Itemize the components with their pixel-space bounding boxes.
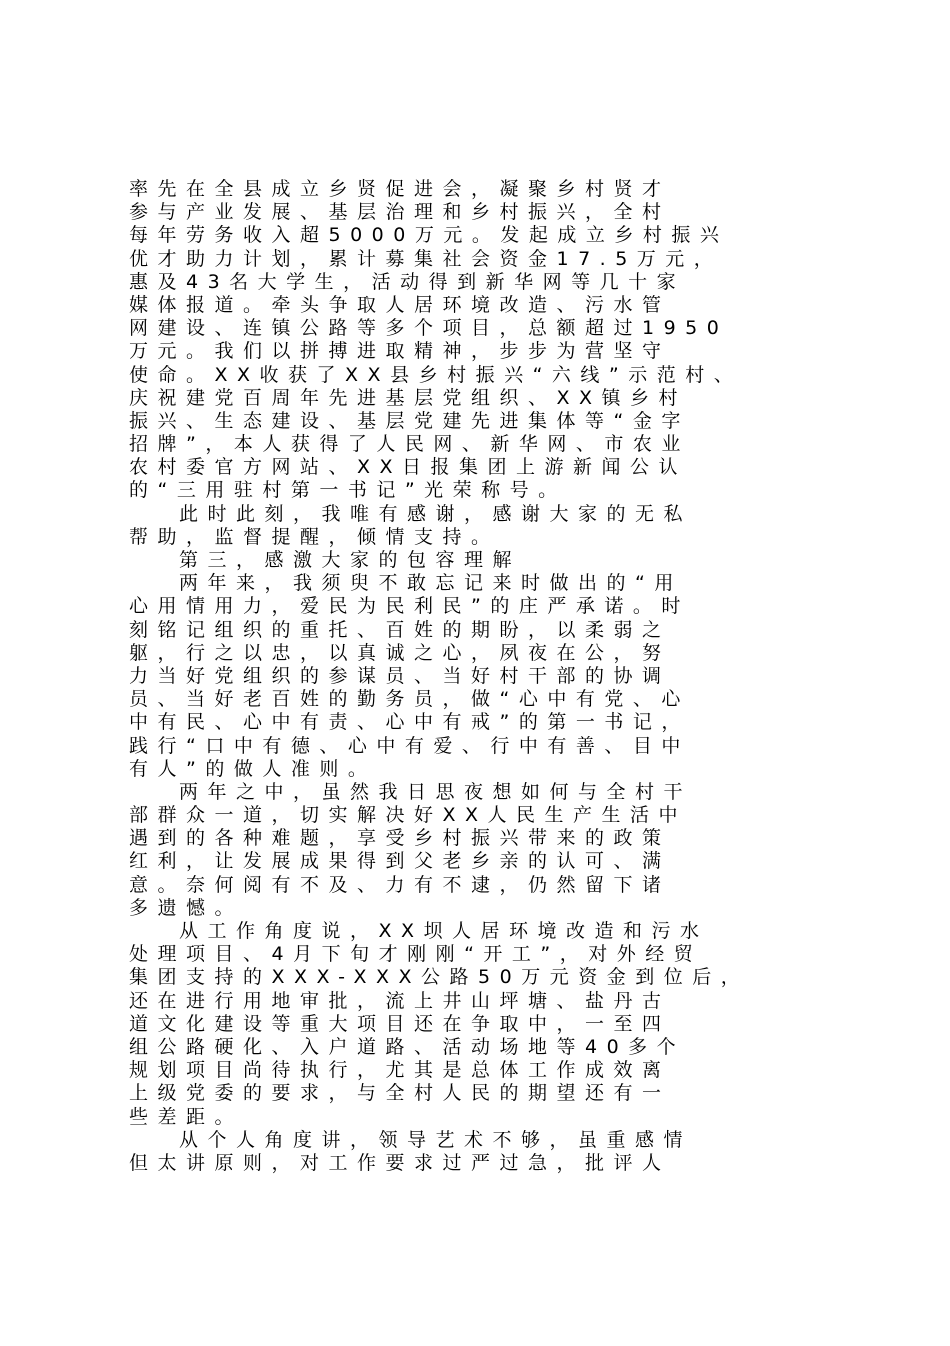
text-line: 此时此刻，我唯有感谢，感谢大家的无私 [179, 502, 693, 525]
text-line: 农村委官方网站、XX日报集团上游新闻公认 [129, 456, 688, 479]
text-line: 心用情用力，爱民为民利民”的庄严承诺。时 [129, 595, 690, 618]
text-line: 多遗憾。 [129, 896, 244, 919]
text-line: 万元。我们以拼搏进取精神，步步为营坚守 [129, 340, 671, 363]
text-line: 庆祝建党百周年先进基层党组织、XX镇乡村 [129, 386, 688, 409]
text-line: 帮助，监督提醒，倾情支持。 [129, 525, 500, 548]
text-line: 意。奈何阅有不及、力有不逮，仍然留下诸 [129, 873, 671, 896]
text-line: 两年之中，虽然我日思夜想如何与全村干 [179, 780, 693, 803]
text-line: 参与产业发展、基层治理和乡村振兴，全村 [129, 201, 671, 224]
text-line: 红利，让发展成果得到父老乡亲的认可、满 [129, 850, 671, 873]
text-line: 力当好党组织的参谋员、当好村干部的协调 [129, 664, 671, 687]
text-line: 上级党委的要求，与全村人民的期望还有一 [129, 1082, 671, 1105]
text-line: 躯，行之以忠，以真诚之心，夙夜在公，努 [129, 641, 671, 664]
text-line: 使命。XX收获了XX县乡村振兴“六线”示范村、 [129, 363, 743, 386]
text-line: 但太讲原则，对工作要求过严过急，批评人 [129, 1151, 671, 1174]
text-line: 的“三用驻村第一书记”光荣称号。 [129, 479, 567, 502]
text-line: 从工作角度说，XX坝人居环境改造和污水 [179, 920, 709, 942]
text-line: 振兴、生态建设、基层党建先进集体等“金字 [129, 409, 690, 432]
text-line: 第三，感激大家的包容理解 [179, 549, 522, 571]
text-line: 优才助力计划，累计募集社会资金17.5万元， [129, 247, 723, 270]
text-line: 遇到的各种难题，享受乡村振兴带来的政策 [129, 827, 671, 850]
text-line: 两年来，我须臾不敢忘记来时做出的“用 [179, 572, 683, 595]
text-line: 刻铭记组织的重托、百姓的期盼，以柔弱之 [129, 618, 671, 641]
document-body [129, 178, 829, 1175]
text-line: 部群众一道，切实解决好XX人民生产生活中 [129, 804, 688, 827]
text-line: 些差距。 [129, 1105, 244, 1128]
text-line: 中有民、心中有责、心中有戒”的第一书记， [129, 711, 690, 734]
text-line: 践行“口中有德、心中有爱、行中有善、目中 [129, 734, 690, 757]
text-line: 处理项目、4月下旬才刚刚“开工”，对外经贸 [129, 943, 703, 966]
text-line: 从个人角度讲，领导艺术不够，虽重感情 [179, 1128, 693, 1151]
text-line: 员、当好老百姓的勤务员，做“心中有党、心 [129, 688, 690, 711]
text-line: 有人”的做人准则。 [129, 757, 377, 780]
text-line: 道文化建设等重大项目还在争取中，一至四 [129, 1012, 671, 1035]
text-line: 还在进行用地审批，流上井山坪塘、盐丹古 [129, 989, 671, 1012]
text-line: 网建设、连镇公路等多个项目，总额超过1950 [129, 317, 729, 340]
text-line: 招牌”，本人获得了人民网、新华网、市农业 [129, 433, 690, 456]
text-line: 集团支持的XXX-XXX公路50万元资金到位后， [129, 966, 750, 989]
text-line: 惠及43名大学生，活动得到新华网等几十家 [129, 270, 686, 293]
text-line: 每年劳务收入超5000万元。发起成立乡村振兴 [129, 224, 729, 247]
text-line: 媒体报道。牵头争取人居环境改造、污水管 [129, 293, 671, 316]
text-line: 率先在全县成立乡贤促进会，凝聚乡村贤才 [129, 178, 671, 200]
text-line: 组公路硬化、入户道路、活动场地等40多个 [129, 1035, 686, 1058]
text-line: 规划项目尚待执行，尤其是总体工作成效离 [129, 1059, 671, 1082]
